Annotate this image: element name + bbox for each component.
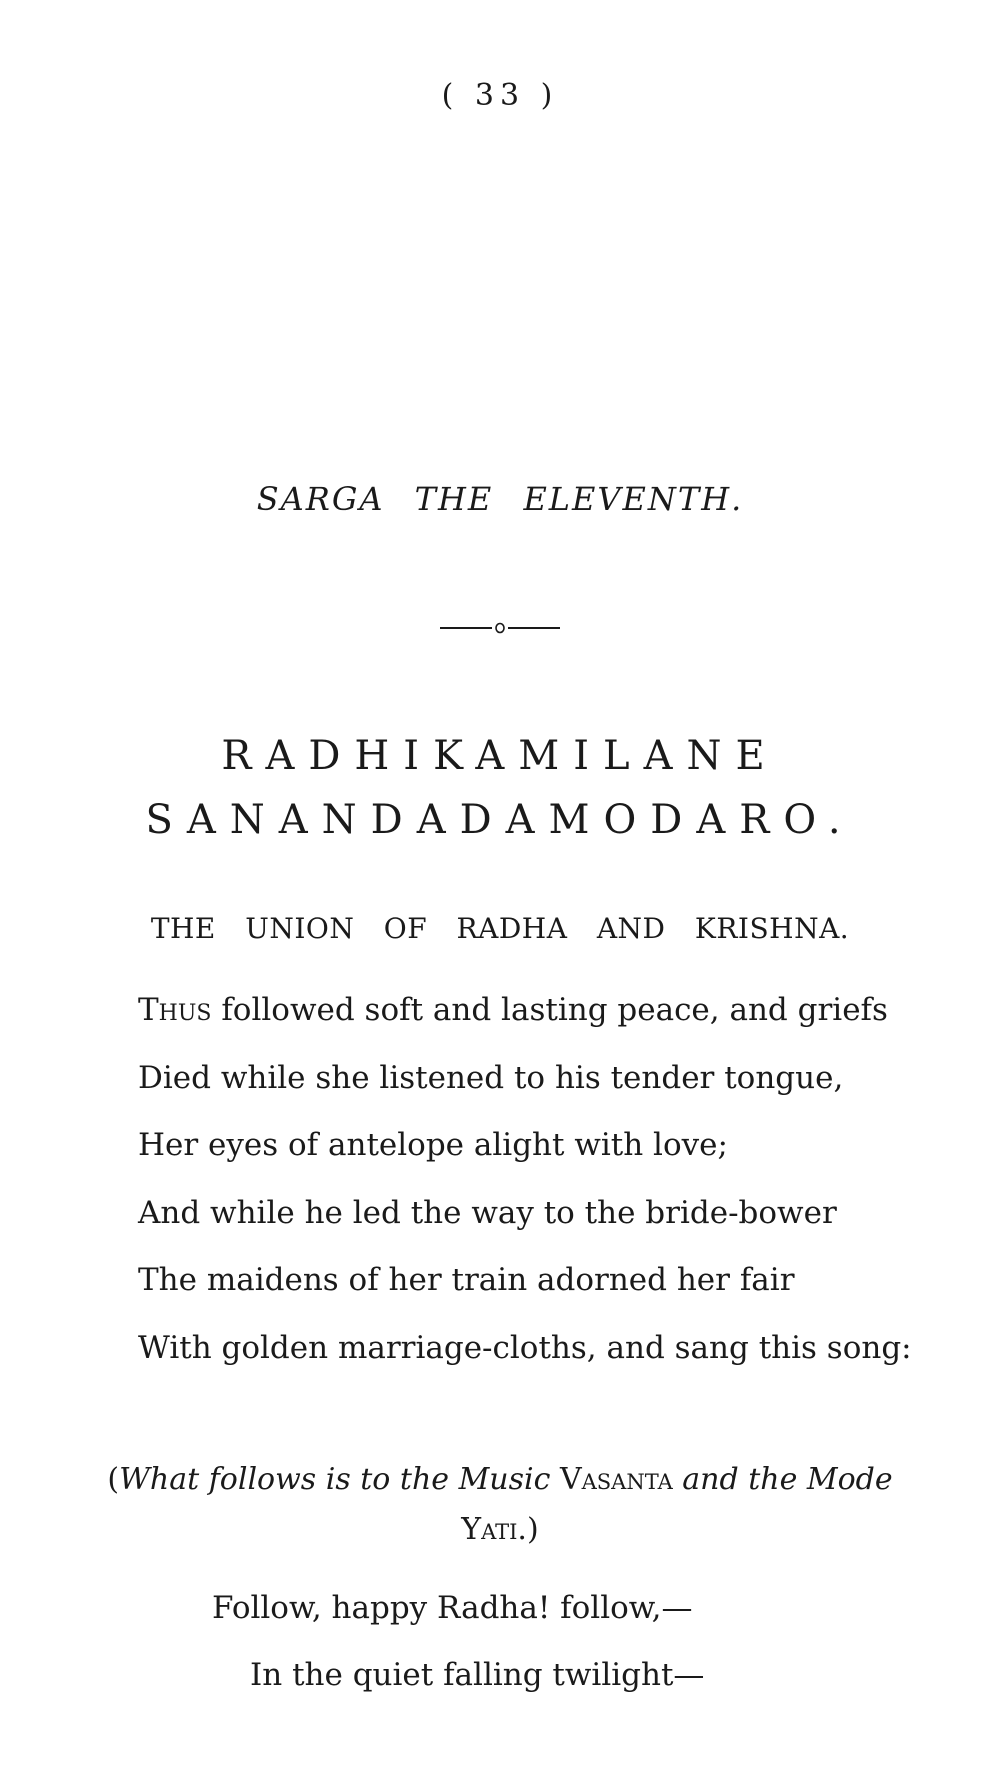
title-line-1: RADHIKAMILANE <box>221 733 779 779</box>
music-note <box>60 1455 940 1555</box>
music-note-text-1: What follows is to the Music <box>119 1462 551 1497</box>
song-stanza <box>0 1583 1000 1717</box>
subtitle: THE UNION OF RADHA AND KRISHNA. <box>150 912 850 945</box>
page-number: ( 33 ) <box>441 78 559 113</box>
title-line-2: SANANDADAMODARO. <box>145 797 855 843</box>
verse-line: And while he led the way to the bride-bower <box>138 1194 837 1231</box>
verse-line: Died while she listened to his tender tongue, <box>138 1059 844 1096</box>
song-line: Follow, happy Radha! follow,— <box>212 1590 693 1626</box>
music-note-close-paren: ) <box>526 1512 539 1547</box>
verse-line: Her eyes of antelope alight with love; <box>138 1127 728 1163</box>
music-note-open-paren: ( <box>107 1462 120 1497</box>
verse-stanza <box>138 985 938 1390</box>
verse-line: With golden marriage-cloths, and sang this song: <box>138 1329 912 1366</box>
verse-first-word: Thus <box>138 992 212 1028</box>
verse-line: The maidens of her train adorned her fair <box>138 1262 795 1298</box>
sarga-heading: SARGA THE ELEVENTH. <box>256 480 744 518</box>
verse-line <box>138 985 938 1053</box>
music-note-text-2: and the Mode <box>682 1462 893 1497</box>
ornament-divider <box>440 620 560 634</box>
mode-name: Yati. <box>461 1512 527 1547</box>
verse-first-line-rest: followed soft and lasting peace, and griefs <box>211 992 888 1028</box>
music-name: Vasanta <box>559 1462 673 1497</box>
song-line: In the quiet falling twilight— <box>250 1657 705 1693</box>
